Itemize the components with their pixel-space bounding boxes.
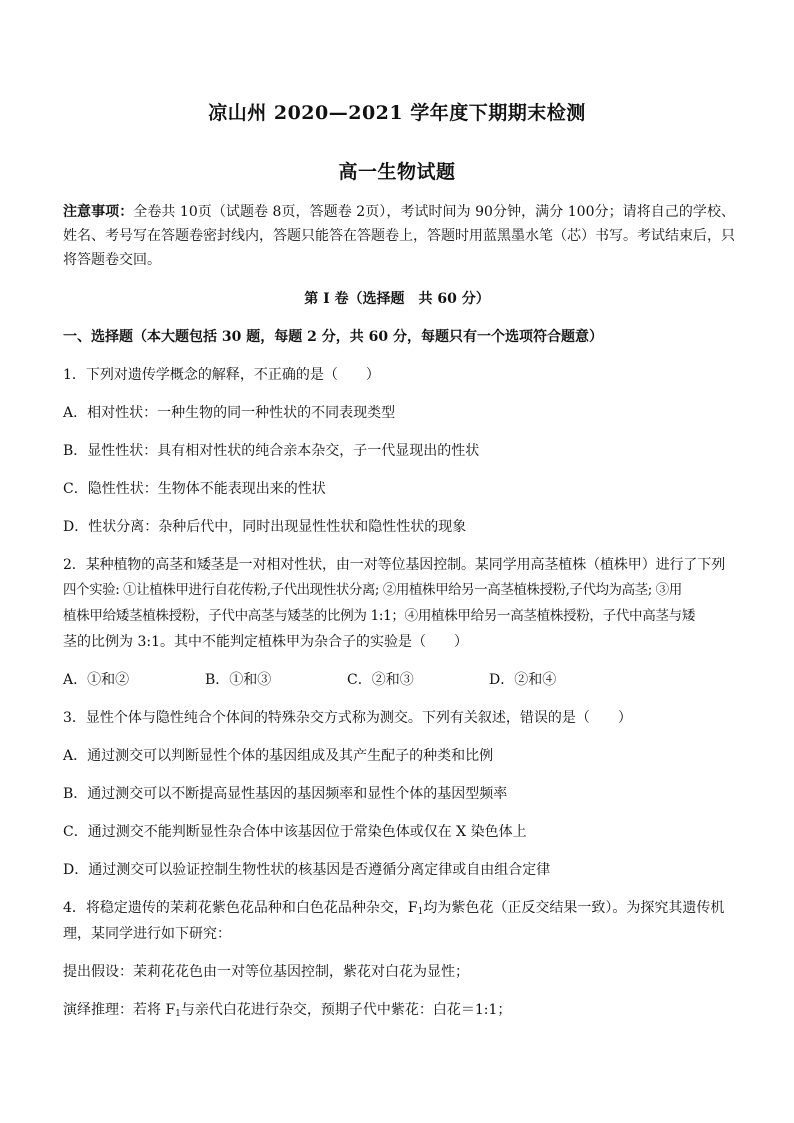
question-2-stem-line: 植株甲给矮茎植株授粉，子代中高茎与矮茎的比例为 1:1；④用植株甲给另一高茎植株授粉，子代中高茎与矮	[63, 608, 696, 624]
notice-label: 注意事项：	[63, 204, 134, 220]
exam-subtitle: 高一生物试题	[338, 161, 456, 183]
question-2-stem-line: 2．某种植物的高茎和矮茎是一对相对性状，由一对等位基因控制。某同学用高茎植株（植株甲）进行了下列	[63, 557, 726, 573]
question-4-hypothesis: 提出假设：茉莉花花色由一对等位基因控制，紫花对白花为显性；	[63, 964, 469, 980]
subscript: 1	[417, 907, 424, 917]
question-2-stem-line: 四个实验: ①让植株甲进行自花传粉,子代出现性状分离; ②用植株甲给另一高茎植株授粉,子代均为高茎; ③用	[63, 582, 682, 598]
question-1-option-b: B．显性性状：具有相对性状的纯合亲本杂交，子一代显现出的性状	[63, 443, 480, 459]
subscript: 1	[175, 1009, 181, 1019]
question-2-option-a: A．①和②	[63, 672, 130, 688]
question-3-option-a: A．通过测交可以判断显性个体的基因组成及其产生配子的种类和比例	[63, 748, 494, 764]
question-4-text: 4．将稳定遗传的茉莉花紫色花品种和白色花品种杂交，F	[63, 900, 418, 916]
question-1-option-d: D．性状分离：杂种后代中，同时出现显性性状和隐性性状的现象	[63, 519, 467, 535]
question-2-option-d: D．②和④	[489, 672, 557, 688]
question-2-option-c: C．②和③	[347, 672, 414, 688]
volume-title: 第 I 卷（选择题 共 60 分）	[304, 291, 490, 307]
notice-paragraph	[63, 200, 735, 272]
question-2-option-b: B．①和③	[205, 672, 272, 688]
question-3-option-c: C．通过测交不能判断显性杂合体中该基因位于常染色体或仅在 X 染色体上	[63, 824, 527, 840]
question-4-stem-line	[63, 898, 724, 918]
question-1-stem: 1．下列对遗传学概念的解释，不正确的是（ ）	[63, 367, 380, 383]
question-1-option-a: A．相对性状：一种生物的同一种性状的不同表现类型	[63, 405, 396, 421]
exam-title: 凉山州 2020—2021 学年度下期期末检测	[208, 102, 586, 124]
question-1-option-c: C．隐性性状：生物体不能表现出来的性状	[63, 481, 326, 497]
question-4-text: 与亲代白花进行杂交，预期子代中紫花：白花＝1:1；	[180, 1002, 512, 1018]
question-2-stem-line: 茎的比例为 3:1。其中不能判定植株甲为杂合子的实验是（ ）	[63, 634, 468, 650]
question-4-stem-line: 理，某同学进行如下研究：	[63, 926, 231, 942]
question-4-text: 演绎推理：若将 F	[63, 1002, 176, 1018]
question-4-deduction	[63, 1000, 511, 1020]
notice-text: 全卷共 10页（试题卷 8页，答题卷 2页），考试时间为 90分钟，满分 100分；请将自己的学校、姓名、考号写在答题卷密封线内，答题只能答在答题卷上，答题时用蓝黑墨水笔（芯）书写。考试结束后，只将答题卷交回。	[63, 204, 735, 268]
question-3-stem: 3．显性个体与隐性纯合个体间的特殊杂交方式称为测交。下列有关叙述，错误的是（ ）	[63, 710, 632, 726]
question-3-option-b: B．通过测交可以不断提高显性基因的基因频率和显性个体的基因型频率	[63, 786, 508, 802]
question-4-text: 均为紫色花（正反交结果一致）。为探究其遗传机	[423, 900, 725, 916]
section-heading: 一、选择题（本大题包括 30 题，每题 2 分，共 60 分，每题只有一个选项符合题意）	[63, 329, 603, 345]
question-3-option-d: D．通过测交可以验证控制生物性状的核基因是否遵循分离定律或自由组合定律	[63, 862, 551, 878]
